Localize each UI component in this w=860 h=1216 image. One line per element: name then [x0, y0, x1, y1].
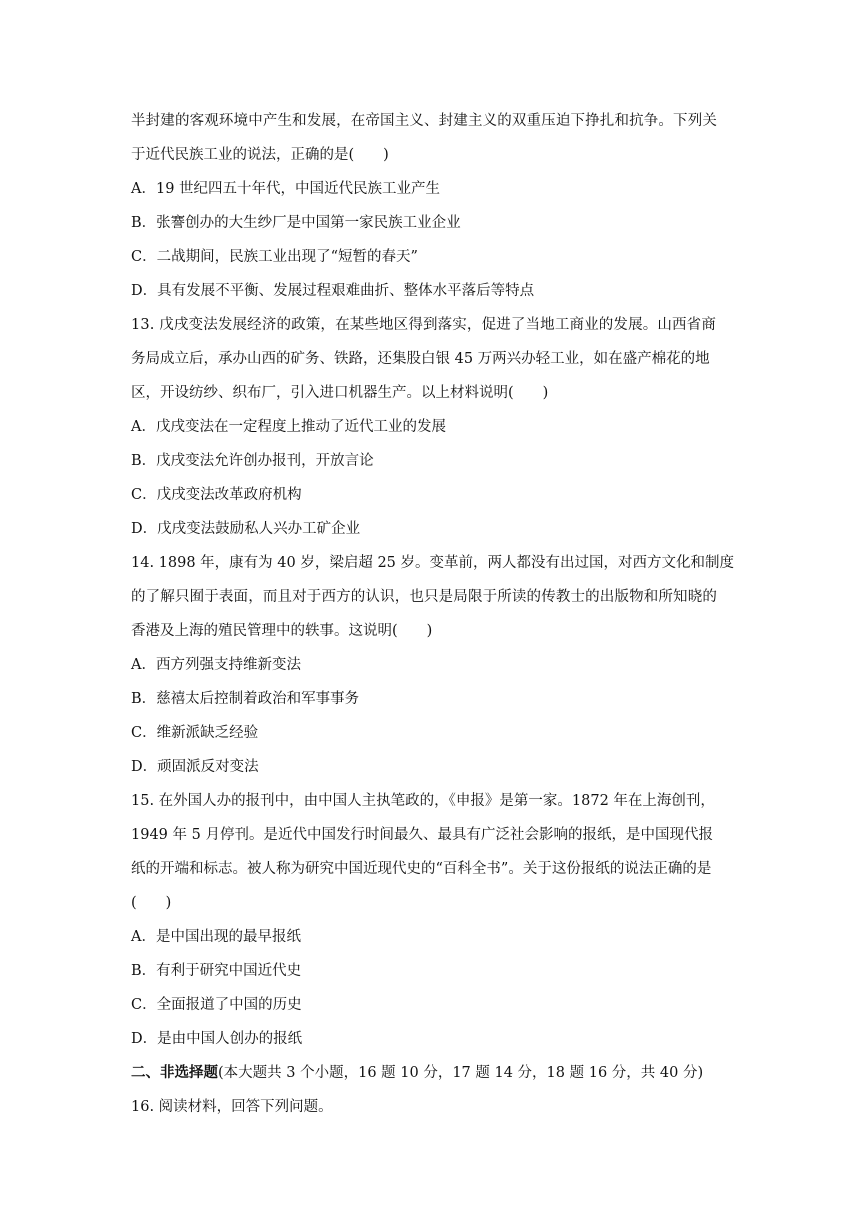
q15-stem-line: 15. 在外国人办的报刊中，由中国人主执笔政的，《申报》是第一家。1872 年在上海创刊， — [131, 793, 715, 809]
q12-stem-line: 于近代民族工业的说法，正确的是( ) — [131, 147, 389, 163]
q14-stem-line: 香港及上海的殖民管理中的轶事。这说明( ) — [131, 623, 433, 639]
q12-option-c: C．二战期间，民族工业出现了“短暂的春天” — [131, 249, 418, 265]
q14-stem-line: 的了解只囿于表面，而且对于西方的认识，也只是局限于所读的传教士的出版物和所知晓的 — [131, 589, 717, 605]
section-title: 二、非选择题 — [131, 1064, 218, 1081]
q12-option-a: A．19 世纪四五十年代，中国近代民族工业产生 — [131, 181, 441, 197]
q13-stem-line: 区，开设纺纱、织布厂，引入进口机器生产。以上材料说明( ) — [131, 385, 549, 401]
q15-stem-line: 1949 年 5 月停刊。是近代中国发行时间最久、最具有广泛社会影响的报纸，是中国现代报 — [131, 827, 713, 843]
q14-stem-line: 14. 1898 年，康有为 40 岁，梁启超 25 岁。变革前，两人都没有出过国，对西方文化和制度 — [131, 555, 735, 571]
q12-option-b: B．张謇创办的大生纱厂是中国第一家民族工业企业 — [131, 215, 461, 231]
q15-option-c: C．全面报道了中国的历史 — [131, 997, 302, 1013]
q13-option-a: A．戊戌变法在一定程度上推动了近代工业的发展 — [131, 419, 446, 435]
q13-stem-line: 务局成立后，承办山西的矿务、铁路，还集股白银 45 万两兴办轻工业，如在盛产棉花的地 — [131, 351, 710, 367]
q13-stem-line: 13. 戊戌变法发展经济的政策，在某些地区得到落实，促进了当地工商业的发展。山西省商 — [131, 317, 716, 333]
q12-stem-line: 半封建的客观环境中产生和发展，在帝国主义、封建主义的双重压迫下挣扎和抗争。下列关 — [131, 113, 717, 129]
q14-option-d: D．顽固派反对变法 — [131, 759, 259, 775]
q15-option-d: D．是由中国人创办的报纸 — [131, 1031, 303, 1047]
section-note: (本大题共 3 个小题，16 题 10 分，17 题 14 分，18 题 16 分，共 40 分) — [218, 1065, 704, 1081]
section-heading — [131, 1063, 703, 1083]
q14-option-a: A．西方列强支持维新变法 — [131, 657, 301, 673]
q12-option-d: D．具有发展不平衡、发展过程艰难曲折、整体水平落后等特点 — [131, 283, 535, 299]
q13-option-c: C．戊戌变法改革政府机构 — [131, 487, 302, 503]
q13-option-d: D．戊戌变法鼓励私人兴办工矿企业 — [131, 521, 361, 537]
q13-option-b: B．戊戌变法允许创办报刊，开放言论 — [131, 453, 374, 469]
q15-stem-line: 纸的开端和标志。被人称为研究中国近现代史的“百科全书”。关于这份报纸的说法正确的是 — [131, 861, 712, 877]
q15-option-b: B．有利于研究中国近代史 — [131, 963, 302, 979]
q14-option-b: B．慈禧太后控制着政治和军事事务 — [131, 691, 360, 707]
q16-stem: 16. 阅读材料，回答下列问题。 — [131, 1099, 333, 1115]
q15-stem-line: ( ) — [131, 895, 172, 911]
q14-option-c: C．维新派缺乏经验 — [131, 725, 259, 741]
q15-option-a: A．是中国出现的最早报纸 — [131, 929, 301, 945]
